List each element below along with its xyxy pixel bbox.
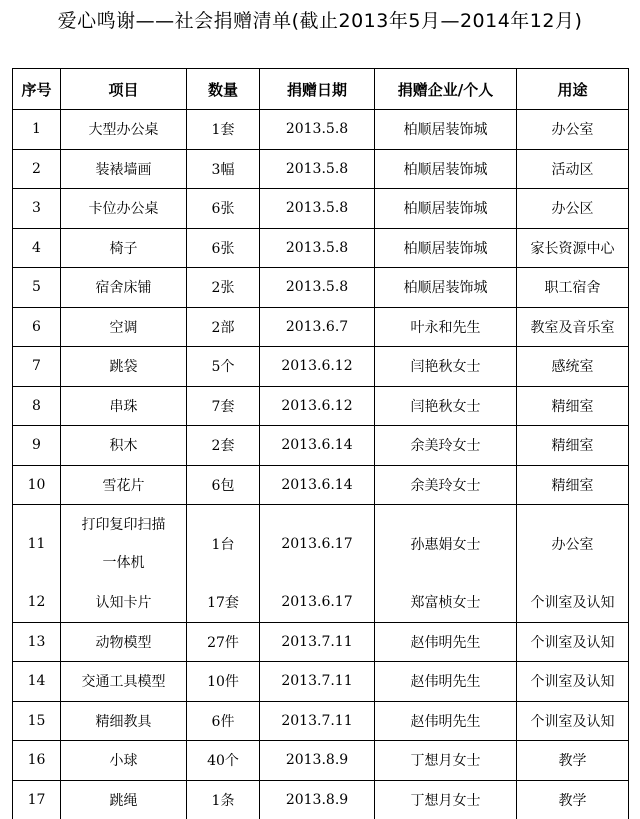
cell-item: 串珠 [61,386,187,426]
cell-purpose: 办公区 [517,189,629,229]
cell-date: 2013.6.14 [260,465,375,505]
cell-quantity: 40个 [187,741,260,781]
table-row [13,662,629,702]
table-row [13,268,629,308]
cell-quantity: 17套 [187,583,260,622]
cell-quantity: 6包 [187,465,260,505]
cell-purpose: 个训室及认知 [517,662,629,702]
cell-donor: 孙惠娟女士 [375,505,517,584]
cell-purpose: 个训室及认知 [517,701,629,741]
cell-quantity: 6张 [187,228,260,268]
cell-purpose: 办公室 [517,110,629,150]
cell-item: 宿舍床铺 [61,268,187,308]
cell-item: 雪花片 [61,465,187,505]
cell-item: 大型办公桌 [61,110,187,150]
cell-donor: 柏顺居装饰城 [375,189,517,229]
cell-item: 空调 [61,307,187,347]
cell-purpose: 办公室 [517,505,629,584]
cell-donor: 闫艳秋女士 [375,347,517,387]
cell-date: 2013.5.8 [260,149,375,189]
table-row [13,228,629,268]
cell-date: 2013.5.8 [260,268,375,308]
table-row [13,347,629,387]
cell-quantity: 6张 [187,189,260,229]
cell-date: 2013.6.17 [260,583,375,622]
cell-donor: 柏顺居装饰城 [375,268,517,308]
cell-donor: 柏顺居装饰城 [375,149,517,189]
cell-index: 7 [13,347,61,387]
table-row [13,741,629,781]
cell-index: 9 [13,426,61,466]
cell-purpose: 家长资源中心 [517,228,629,268]
cell-index: 13 [13,622,61,662]
header-donor: 捐赠企业/个人 [375,69,517,110]
cell-date: 2013.7.11 [260,622,375,662]
cell-index: 3 [13,189,61,229]
cell-index: 10 [13,465,61,505]
cell-donor: 赵伟明先生 [375,662,517,702]
cell-quantity: 1套 [187,110,260,150]
cell-date: 2013.8.9 [260,741,375,781]
table-row [13,622,629,662]
cell-index: 16 [13,741,61,781]
cell-purpose: 教室及音乐室 [517,307,629,347]
cell-item: 装裱墙画 [61,149,187,189]
cell-purpose: 精细室 [517,465,629,505]
cell-item: 打印复印扫描一体机 [61,505,187,584]
cell-donor: 柏顺居装饰城 [375,228,517,268]
table-row [13,505,629,584]
table-row [13,465,629,505]
cell-date: 2013.5.8 [260,189,375,229]
cell-date: 2013.6.12 [260,386,375,426]
cell-index: 2 [13,149,61,189]
cell-index: 8 [13,386,61,426]
cell-quantity: 2部 [187,307,260,347]
cell-purpose: 个训室及认知 [517,583,629,622]
cell-quantity: 7套 [187,386,260,426]
table-row [13,307,629,347]
table-row [13,386,629,426]
cell-index: 12 [13,583,61,622]
donation-table [12,68,629,819]
cell-donor: 余美玲女士 [375,426,517,466]
cell-index: 17 [13,780,61,819]
cell-quantity: 2套 [187,426,260,466]
cell-item: 积木 [61,426,187,466]
table-row [13,701,629,741]
cell-date: 2013.5.8 [260,228,375,268]
page-title: 爱心鸣谢——社会捐赠清单(截止2013年5月—2014年12月) [57,10,583,32]
cell-item: 交通工具模型 [61,662,187,702]
table-row [13,426,629,466]
cell-item: 认知卡片 [61,583,187,622]
cell-purpose: 教学 [517,780,629,819]
cell-index: 4 [13,228,61,268]
cell-quantity: 1条 [187,780,260,819]
cell-index: 15 [13,701,61,741]
cell-donor: 赵伟明先生 [375,701,517,741]
cell-donor: 丁想月女士 [375,741,517,781]
cell-index: 14 [13,662,61,702]
cell-item: 小球 [61,741,187,781]
cell-date: 2013.8.9 [260,780,375,819]
cell-quantity: 3幅 [187,149,260,189]
cell-date: 2013.6.17 [260,505,375,584]
cell-donor: 郑富桢女士 [375,583,517,622]
cell-quantity: 6件 [187,701,260,741]
cell-item: 椅子 [61,228,187,268]
cell-purpose: 职工宿舍 [517,268,629,308]
cell-date: 2013.6.7 [260,307,375,347]
header-quantity: 数量 [187,69,260,110]
cell-purpose: 感统室 [517,347,629,387]
cell-quantity: 2张 [187,268,260,308]
cell-item: 跳袋 [61,347,187,387]
cell-item: 跳绳 [61,780,187,819]
cell-date: 2013.5.8 [260,110,375,150]
header-purpose: 用途 [517,69,629,110]
cell-donor: 丁想月女士 [375,780,517,819]
cell-quantity: 10件 [187,662,260,702]
cell-donor: 赵伟明先生 [375,622,517,662]
cell-item: 动物模型 [61,622,187,662]
cell-purpose: 教学 [517,741,629,781]
cell-date: 2013.7.11 [260,701,375,741]
table-row [13,149,629,189]
cell-donor: 叶永和先生 [375,307,517,347]
table-row [13,189,629,229]
header-index: 序号 [13,69,61,110]
table-row [13,583,629,622]
cell-item: 卡位办公桌 [61,189,187,229]
table-row [13,780,629,819]
cell-index: 1 [13,110,61,150]
cell-quantity: 5个 [187,347,260,387]
cell-index: 6 [13,307,61,347]
cell-donor: 柏顺居装饰城 [375,110,517,150]
cell-index: 5 [13,268,61,308]
cell-index: 11 [13,505,61,584]
cell-purpose: 精细室 [517,386,629,426]
cell-quantity: 1台 [187,505,260,584]
cell-item: 精细教具 [61,701,187,741]
table-header-row [13,69,629,110]
cell-date: 2013.6.14 [260,426,375,466]
cell-date: 2013.6.12 [260,347,375,387]
table-row [13,110,629,150]
cell-donor: 闫艳秋女士 [375,386,517,426]
header-date: 捐赠日期 [260,69,375,110]
cell-quantity: 27件 [187,622,260,662]
cell-date: 2013.7.11 [260,662,375,702]
cell-purpose: 个训室及认知 [517,622,629,662]
header-item: 项目 [61,69,187,110]
cell-purpose: 活动区 [517,149,629,189]
cell-purpose: 精细室 [517,426,629,466]
cell-donor: 余美玲女士 [375,465,517,505]
